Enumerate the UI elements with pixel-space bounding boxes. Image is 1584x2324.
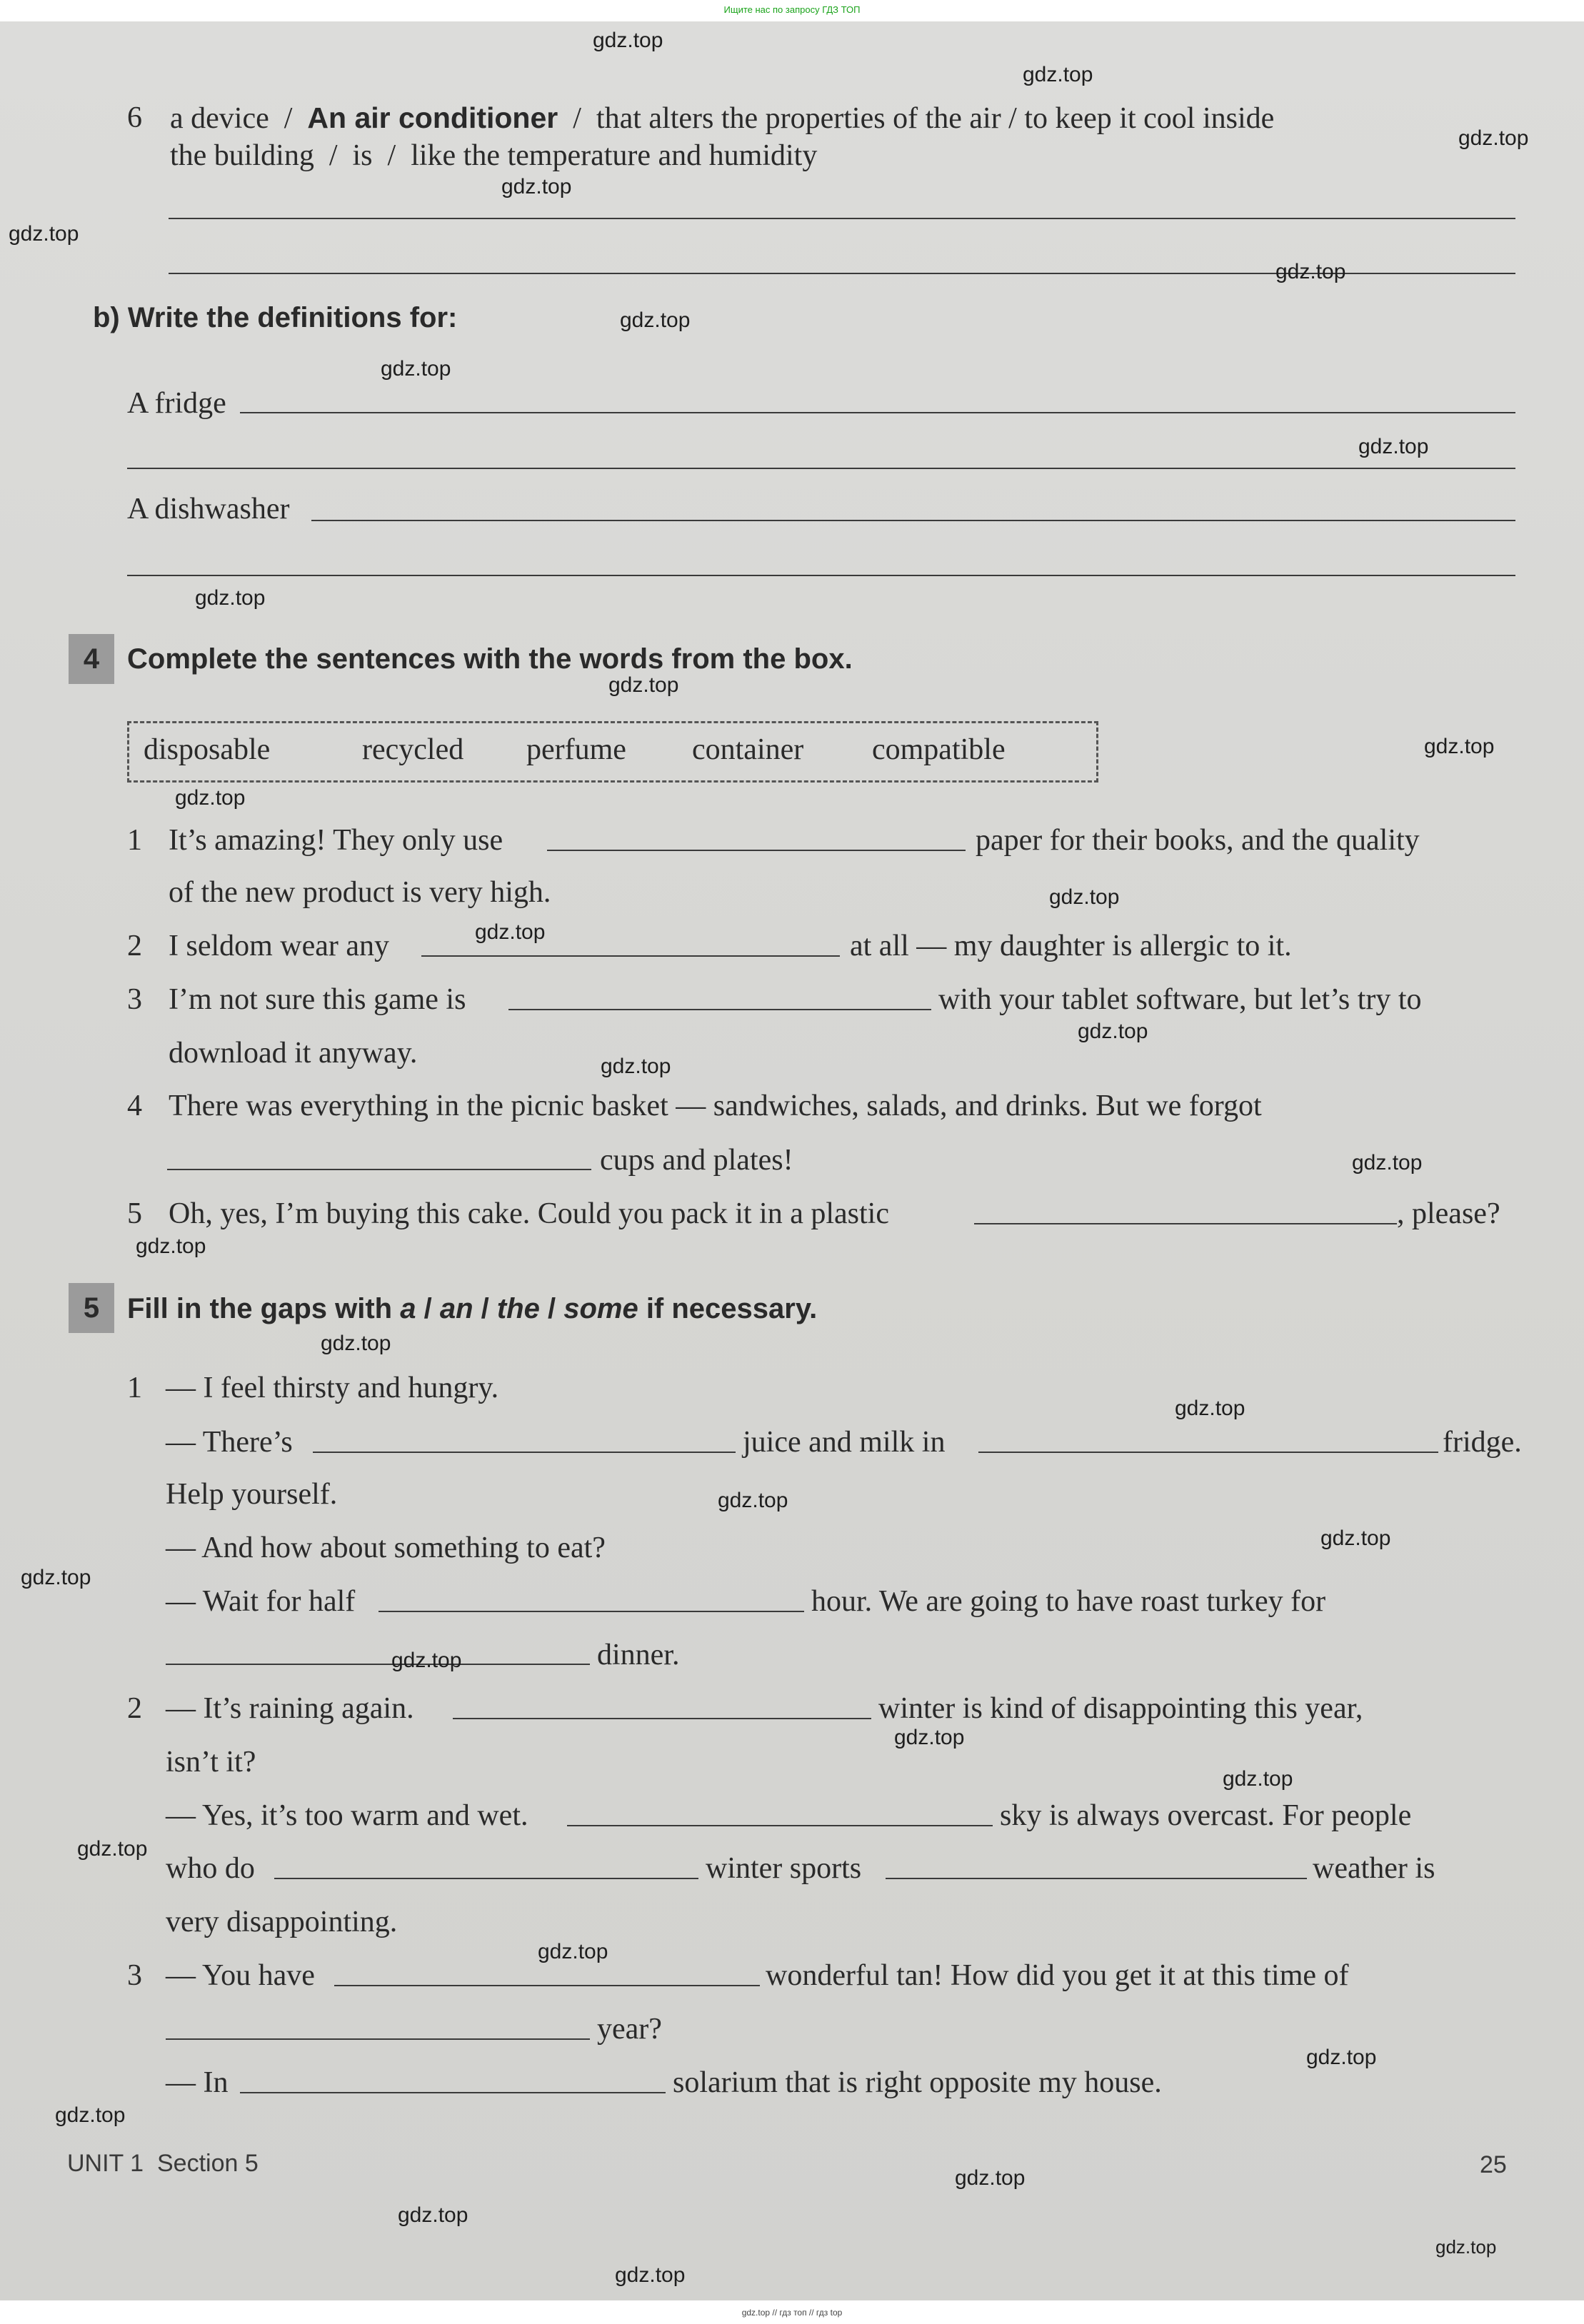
watermark: gdz.top [894, 1726, 965, 1749]
watermark: gdz.top [195, 586, 266, 610]
item-6-part-f: like the temperature and humidity [411, 139, 818, 172]
sentence-text: with your tablet software, but let’s try to [938, 983, 1422, 1016]
watermark: gdz.top [55, 2103, 126, 2127]
sentence-text: at all — my daughter is allergic to it. [850, 930, 1292, 962]
watermark: gdz.top [1435, 2236, 1497, 2258]
watermark: gdz.top [501, 175, 572, 198]
ex3b-heading: b) Write the definitions for: [93, 302, 458, 333]
item-6-text-line1 [170, 100, 1274, 136]
dialogue-text: solarium that is right opposite my house. [673, 2066, 1162, 2099]
item-6-part-a: a device [170, 102, 269, 135]
fridge-label: A fridge [127, 387, 226, 420]
watermark: gdz.top [1175, 1397, 1245, 1420]
sentence-number: 2 [127, 930, 142, 962]
item-6-part-e: is [352, 139, 373, 172]
gap-line[interactable] [421, 955, 840, 957]
word-box-item: perfume [526, 733, 626, 766]
watermark: gdz.top [1352, 1151, 1423, 1174]
sentence-text: It’s amazing! They only use [169, 824, 503, 857]
watermark: gdz.top [718, 1489, 788, 1512]
dialogue-text: — I feel thirsty and hungry. [166, 1372, 499, 1404]
sentence-number: 5 [127, 1197, 142, 1230]
watermark: gdz.top [593, 29, 663, 52]
exercise-4-heading: Complete the sentences with the words from the box. [127, 643, 853, 675]
dialogue-text: weather is [1313, 1852, 1435, 1885]
dialogue-text: winter is kind of disappointing this year, [878, 1692, 1363, 1725]
dialogue-text: — Wait for half [166, 1585, 356, 1618]
word-box-item: container [692, 733, 804, 766]
item-6-number: 6 [127, 101, 142, 134]
watermark: gdz.top [21, 1566, 91, 1589]
watermark: gdz.top [1320, 1526, 1391, 1550]
dialogue-text: fridge. [1443, 1426, 1522, 1459]
dialogue-text: — In [166, 2066, 229, 2099]
sentence-text: download it anyway. [169, 1037, 418, 1070]
watermark: gdz.top [1223, 1767, 1293, 1791]
sentence-text: cups and plates! [600, 1144, 793, 1177]
sentence-text: I’m not sure this game is [169, 983, 466, 1016]
dialogue-text: — It’s raining again. [166, 1692, 414, 1725]
answer-line[interactable] [311, 520, 1515, 521]
watermark: gdz.top [1275, 260, 1346, 283]
footer-unit-section [67, 2149, 259, 2178]
heading-part: / [416, 1293, 440, 1324]
gap-line[interactable] [313, 1452, 736, 1453]
watermark: gdz.top [1023, 63, 1093, 86]
dialogue-text: — There’s [166, 1426, 293, 1459]
top-banner-text: Ищите нас по запросу ГДЗ ТОП [723, 4, 861, 15]
item-6-part-c: that alters the properties of the air / to keep it cool inside [596, 102, 1275, 135]
word-box [127, 721, 1098, 783]
dialogue-text: who do [166, 1852, 255, 1885]
watermark: gdz.top [391, 1649, 462, 1672]
word-box-item: recycled [362, 733, 464, 766]
gap-line[interactable] [974, 1223, 1397, 1224]
watermark: gdz.top [1049, 885, 1120, 909]
sentence-number: 4 [127, 1090, 142, 1122]
dishwasher-label: A dishwasher [127, 493, 290, 525]
watermark: gdz.top [1306, 2046, 1377, 2069]
gap-line[interactable] [886, 1878, 1307, 1879]
dialogue-text: year? [597, 2013, 662, 2046]
gap-line[interactable] [978, 1452, 1438, 1453]
watermark: gdz.top [136, 1234, 206, 1258]
watermark: gdz.top [1458, 126, 1529, 150]
item-6-part-b: An air conditioner [307, 101, 558, 134]
dialogue-text: — You have [166, 1959, 315, 1992]
footer-section: Section 5 [156, 2150, 259, 2177]
dialogue-text: — Yes, it’s too warm and wet. [166, 1799, 528, 1832]
bottom-banner-text: gdz.top // гдз топ // гдз top [741, 2308, 843, 2318]
heading-article: an [439, 1293, 473, 1324]
sentence-number: 1 [127, 824, 142, 857]
watermark: gdz.top [955, 2166, 1026, 2190]
watermark: gdz.top [475, 920, 546, 944]
watermark: gdz.top [381, 357, 451, 381]
watermark: gdz.top [1358, 435, 1429, 458]
heading-article: the [496, 1293, 540, 1324]
gap-line[interactable] [166, 2038, 590, 2040]
footer-unit: UNIT 1 [67, 2150, 144, 2177]
bottom-banner [0, 2300, 1584, 2324]
watermark: gdz.top [321, 1332, 391, 1355]
answer-line[interactable] [127, 575, 1515, 576]
gap-line[interactable] [547, 850, 966, 851]
gap-line[interactable] [240, 2092, 666, 2093]
separator: / [387, 139, 396, 172]
gap-line[interactable] [567, 1825, 993, 1826]
watermark: gdz.top [77, 1837, 148, 1861]
sentence-text: , please? [1397, 1197, 1500, 1230]
sentence-text: paper for their books, and the quality [976, 824, 1420, 857]
heading-part: / [473, 1293, 497, 1324]
watermark: gdz.top [601, 1055, 671, 1078]
heading-part: if necessary. [638, 1293, 818, 1324]
dialogue-text: wonderful tan! How did you get it at this time of [766, 1959, 1349, 1992]
item-6-part-d: the building [170, 139, 314, 172]
gap-line[interactable] [274, 1878, 698, 1879]
watermark: gdz.top [398, 2203, 468, 2227]
answer-line[interactable] [240, 412, 1515, 413]
separator: / [573, 102, 581, 135]
dialogue-text: winter sports [706, 1852, 862, 1885]
dialogue-text: juice and milk in [743, 1426, 946, 1459]
dialogue-text: — And how about something to eat? [166, 1531, 606, 1564]
watermark: gdz.top [1424, 735, 1495, 758]
heading-article: some [563, 1293, 638, 1324]
sentence-text: I seldom wear any [169, 930, 390, 962]
dialogue-text: dinner. [597, 1639, 680, 1671]
dialogue-text: very disappointing. [166, 1906, 398, 1938]
word-box-item: compatible [872, 733, 1006, 766]
watermark: gdz.top [615, 2263, 686, 2287]
gap-line[interactable] [334, 1985, 760, 1986]
heading-article: a [400, 1293, 416, 1324]
dialogue-number: 3 [127, 1959, 142, 1992]
sentence-number: 3 [127, 983, 142, 1016]
word-box-item: disposable [144, 733, 271, 766]
answer-line[interactable] [169, 218, 1515, 219]
gap-line[interactable] [166, 1664, 590, 1665]
watermark: gdz.top [9, 222, 79, 246]
gap-line[interactable] [508, 1009, 931, 1010]
sentence-text: Oh, yes, I’m buying this cake. Could you pack it in a plastic [169, 1197, 889, 1230]
watermark: gdz.top [620, 308, 691, 332]
dialogue-number: 1 [127, 1372, 142, 1404]
watermark: gdz.top [175, 786, 246, 810]
dialogue-text: Help yourself. [166, 1478, 338, 1511]
dialogue-number: 2 [127, 1692, 142, 1725]
watermark: gdz.top [538, 1940, 608, 1963]
sentence-text: There was everything in the picnic basket — sandwiches, salads, and drinks. But we forgot [169, 1090, 1262, 1122]
gap-line[interactable] [167, 1169, 591, 1170]
gap-line[interactable] [453, 1718, 871, 1719]
heading-part: Fill in the gaps with [127, 1293, 401, 1324]
separator: / [329, 139, 338, 172]
heading-part: / [539, 1293, 564, 1324]
top-banner [0, 0, 1584, 21]
page-number: 25 [1480, 2151, 1507, 2178]
watermark: gdz.top [608, 673, 679, 697]
sentence-text: of the new product is very high. [169, 876, 551, 909]
dialogue-text: hour. We are going to have roast turkey for [811, 1585, 1326, 1618]
item-6-text-line2 [170, 138, 817, 173]
dialogue-text: sky is always overcast. For people [1000, 1799, 1412, 1832]
answer-line[interactable] [127, 468, 1515, 469]
exercise-5-badge: 5 [69, 1283, 114, 1333]
separator: / [284, 102, 293, 135]
exercise-4-badge: 4 [69, 634, 114, 684]
exercise-5-heading [127, 1291, 817, 1327]
gap-line[interactable] [379, 1611, 804, 1612]
dialogue-text: isn’t it? [166, 1746, 256, 1779]
watermark: gdz.top [1078, 1020, 1148, 1043]
